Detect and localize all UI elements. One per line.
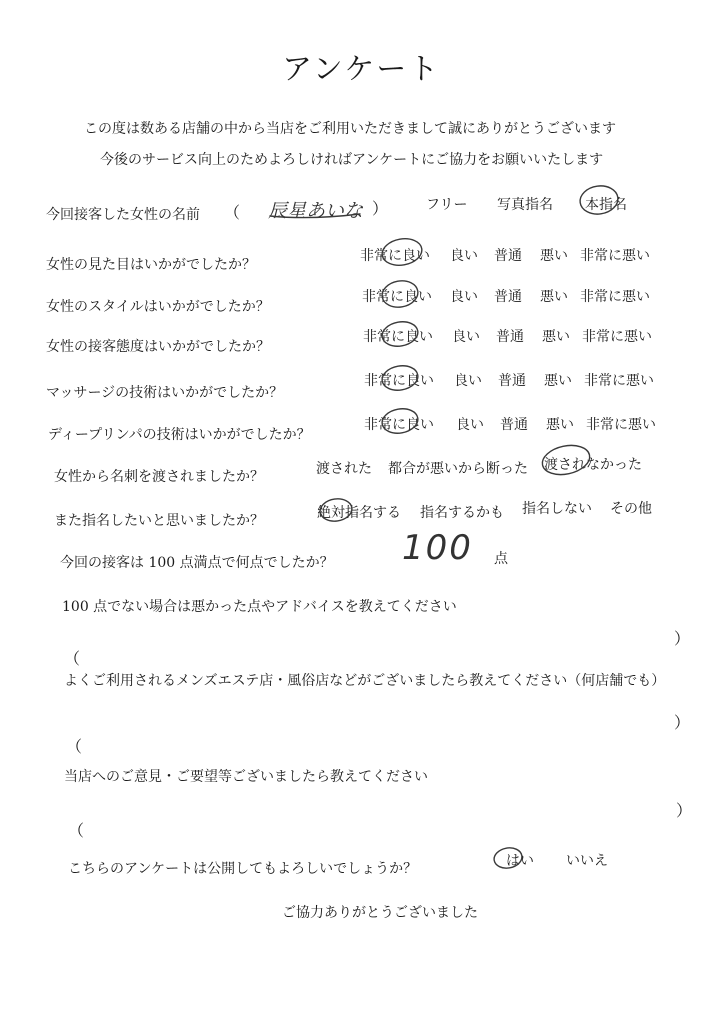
publish-option-no[interactable]: いいえ — [566, 853, 608, 869]
renomination-option-maybe[interactable]: 指名するかも — [420, 505, 504, 521]
advice-close-paren: ） — [674, 629, 691, 648]
intro-line-2: 今後のサービス向上のためよろしければアンケートにご協力をお願いいたします — [100, 152, 604, 168]
name-open-paren: （ — [224, 203, 241, 222]
rating-1-average[interactable]: 普通 — [494, 248, 522, 264]
card-option-declined[interactable]: 都合が悪いから断った — [388, 461, 528, 477]
rating-1-very-bad[interactable]: 非常に悪い — [580, 248, 650, 264]
renomination-option-other[interactable]: その他 — [610, 501, 652, 517]
score-question: 今回の接客は 100 点満点で何点でしたか？ — [60, 555, 334, 571]
rating-5-good[interactable]: 良い — [456, 417, 484, 433]
advice-question: 100 点でない場合は悪かった点やアドバイスを教えてください — [62, 599, 457, 615]
rating-2-very-bad[interactable]: 非常に悪い — [580, 289, 650, 305]
rating-2-very-good[interactable]: 非常に良い — [362, 289, 432, 305]
handwritten-score[interactable]: 100 — [402, 528, 473, 568]
rating-4-very-bad[interactable]: 非常に悪い — [584, 373, 654, 389]
name-option-photo[interactable]: 写真指名 — [497, 197, 553, 213]
rating-4-very-good[interactable]: 非常に良い — [364, 373, 434, 389]
other-shops-open-paren[interactable]: （ — [66, 737, 83, 756]
renomination-option-definitely[interactable]: 絶対指名する — [317, 505, 401, 521]
name-option-free[interactable]: フリー — [426, 197, 468, 213]
rating-3-bad[interactable]: 悪い — [542, 329, 570, 345]
rating-5-bad[interactable]: 悪い — [546, 417, 574, 433]
rating-1-bad[interactable]: 悪い — [540, 248, 568, 264]
advice-open-paren[interactable]: （ — [64, 649, 81, 668]
name-option-regular[interactable]: 本指名 — [585, 197, 627, 213]
rating-4-bad[interactable]: 悪い — [544, 373, 572, 389]
feedback-question: 当店へのご意見・ご要望等ございましたら教えてください — [64, 769, 428, 785]
rating-4-average[interactable]: 普通 — [498, 373, 526, 389]
other-shops-close-paren: ） — [674, 713, 691, 732]
score-unit: 点 — [494, 551, 508, 567]
rating-question-lymph: ディープリンパの技術はいかがでしたか？ — [48, 427, 311, 443]
card-question: 女性から名刺を渡されましたか？ — [54, 469, 264, 485]
feedback-open-paren[interactable]: （ — [68, 821, 85, 840]
rating-4-good[interactable]: 良い — [454, 373, 482, 389]
other-shops-question: よくご利用されるメンズエステ店・風俗店などがございましたら教えてください（何店舗でも） — [64, 673, 666, 689]
rating-3-good[interactable]: 良い — [452, 329, 480, 345]
card-option-received[interactable]: 渡された — [316, 461, 372, 477]
rating-1-very-good[interactable]: 非常に良い — [360, 248, 430, 264]
rating-question-style: 女性のスタイルはいかがでしたか？ — [46, 299, 270, 315]
rating-5-very-bad[interactable]: 非常に悪い — [586, 417, 656, 433]
rating-2-average[interactable]: 普通 — [494, 289, 522, 305]
rating-2-bad[interactable]: 悪い — [540, 289, 568, 305]
rating-question-looks: 女性の見た目はいかがでしたか？ — [46, 257, 256, 273]
rating-3-average[interactable]: 普通 — [496, 329, 524, 345]
closing-message: ご協力ありがとうございました — [282, 905, 478, 921]
name-question-label: 今回接客した女性の名前 — [46, 207, 200, 223]
renomination-question: また指名したいと思いましたか？ — [54, 513, 264, 529]
rating-3-very-good[interactable]: 非常に良い — [363, 329, 433, 345]
rating-5-very-good[interactable]: 非常に良い — [364, 417, 434, 433]
handwritten-name[interactable]: 辰星あいな — [268, 200, 364, 222]
card-option-not-received[interactable]: 渡されなかった — [544, 457, 642, 473]
name-close-paren: ） — [372, 199, 389, 218]
rating-3-very-bad[interactable]: 非常に悪い — [582, 329, 652, 345]
publish-option-yes[interactable]: はい — [506, 853, 534, 869]
rating-1-good[interactable]: 良い — [450, 248, 478, 264]
publish-question: こちらのアンケートは公開してもよろしいでしょうか？ — [68, 861, 418, 877]
rating-5-average[interactable]: 普通 — [500, 417, 528, 433]
rating-question-attitude: 女性の接客態度はいかがでしたか？ — [46, 339, 270, 355]
intro-line-1: この度は数ある店舗の中から当店をご利用いただきまして誠にありがとうございます — [84, 121, 616, 137]
rating-2-good[interactable]: 良い — [450, 289, 478, 305]
rating-question-massage: マッサージの技術はいかがでしたか？ — [46, 385, 284, 401]
page-title: アンケート — [282, 52, 441, 87]
feedback-close-paren: ） — [676, 801, 693, 820]
renomination-option-no[interactable]: 指名しない — [522, 501, 592, 517]
